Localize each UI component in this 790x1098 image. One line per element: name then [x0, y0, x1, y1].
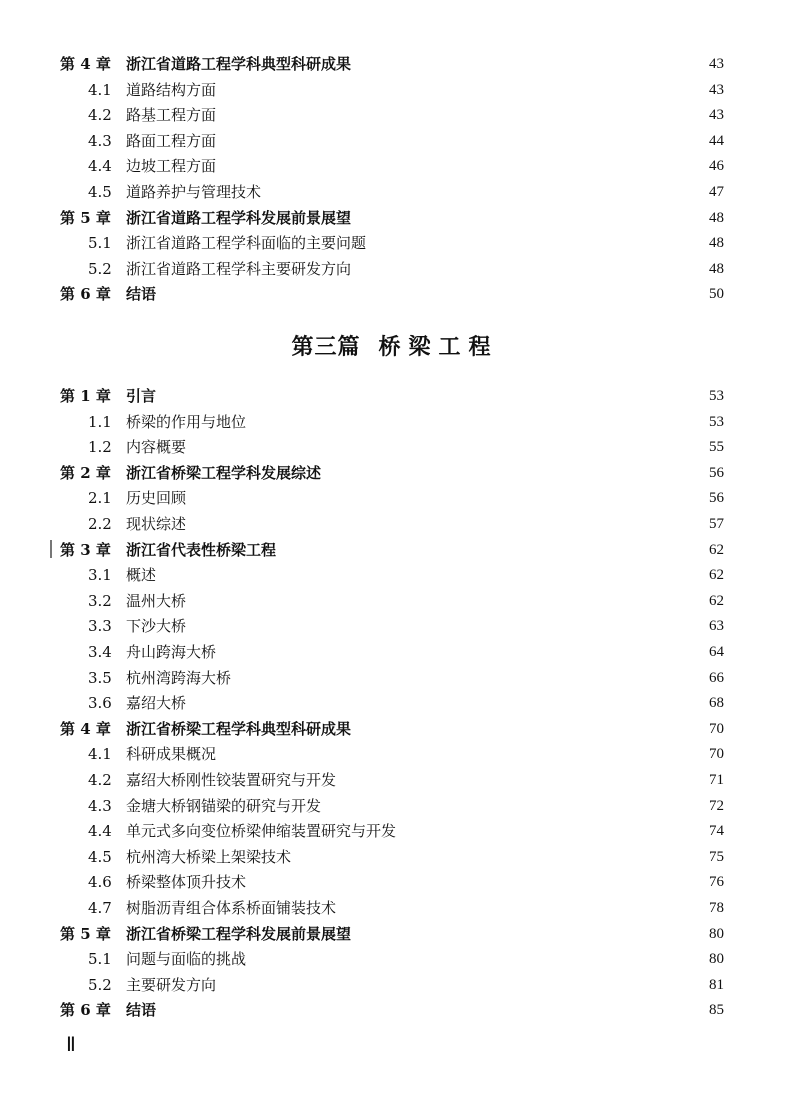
part-name: 桥梁工程 — [378, 334, 499, 360]
toc-leader-dots — [164, 563, 698, 587]
toc-section-row — [60, 666, 724, 690]
toc-leader-dots — [299, 845, 698, 869]
toc-section-row — [60, 78, 724, 102]
toc-entry-page: 80 — [709, 925, 724, 942]
toc-entry-page: 62 — [709, 541, 724, 558]
toc-entry-title: 单元式多向变位桥梁伸缩装置研究与开发 — [126, 822, 397, 841]
toc-entry-number: 3.4 — [88, 643, 112, 661]
toc-leader-dots — [224, 129, 698, 153]
toc-entry-page: 56 — [709, 490, 724, 507]
toc-section-row — [60, 768, 724, 792]
toc-chapter-row — [60, 384, 724, 408]
toc-entry-title: 边坡工程方面 — [126, 157, 217, 176]
toc-chapter-row — [60, 717, 724, 741]
toc-entry-page: 85 — [709, 1002, 724, 1019]
toc-entry-page: 80 — [709, 951, 724, 968]
toc-chapter-row — [60, 206, 724, 230]
toc-entry-page: 44 — [709, 132, 724, 149]
toc-leader-dots — [404, 819, 698, 843]
toc-section-row — [60, 973, 724, 997]
toc-leader-dots — [344, 896, 698, 920]
toc-entry-title: 下沙大桥 — [126, 617, 187, 636]
toc-leader-dots — [164, 282, 698, 306]
toc-entry-number: 4.5 — [88, 183, 112, 201]
toc-section-row — [60, 614, 724, 638]
toc-leader-dots — [329, 794, 698, 818]
toc-entry-number: 4.7 — [88, 899, 112, 917]
toc-section-row — [60, 410, 724, 434]
toc-entry-title: 道路结构方面 — [126, 80, 217, 99]
toc-entry-title: 桥梁的作用与地位 — [126, 412, 247, 431]
toc-chapter-row — [60, 282, 724, 306]
toc-entry-number: 2.2 — [88, 515, 112, 533]
toc-entry-page: 46 — [709, 158, 724, 175]
toc-leader-dots — [359, 717, 698, 741]
toc-entry-page: 75 — [709, 848, 724, 865]
toc-entry-title: 浙江省道路工程学科面临的主要问题 — [126, 234, 367, 253]
toc-leader-dots — [194, 614, 698, 638]
toc-entry-page: 68 — [709, 695, 724, 712]
toc-section-row — [60, 870, 724, 894]
toc-entry-number: 5.2 — [88, 975, 112, 994]
toc-entry-page: 57 — [709, 516, 724, 532]
toc-entry-title: 杭州湾跨海大桥 — [126, 668, 232, 687]
part-prefix: 第三篇 — [291, 334, 361, 360]
toc-entry-page: 48 — [709, 235, 724, 252]
toc-leader-dots — [194, 589, 698, 613]
toc-entry-number: 第 6 章 — [60, 1001, 111, 1020]
toc-entry-page: 76 — [709, 874, 724, 891]
toc-entry-title: 舟山跨海大桥 — [126, 643, 217, 661]
toc-leader-dots — [224, 640, 698, 664]
toc-entry-page: 43 — [709, 107, 724, 124]
scan-mark — [50, 540, 52, 558]
toc-section-row — [60, 691, 724, 715]
toc-leader-dots — [224, 78, 698, 102]
toc-section-row — [60, 486, 724, 510]
toc-leader-dots — [194, 486, 698, 510]
toc-entry-page: 70 — [709, 746, 724, 763]
toc-leader-dots — [344, 768, 698, 792]
toc-leader-dots — [224, 742, 698, 766]
toc-entry-title: 浙江省桥梁工程学科典型科研成果 — [126, 719, 352, 738]
toc-section-row — [60, 154, 724, 178]
toc-leader-dots — [329, 461, 698, 485]
toc-leader-dots — [359, 52, 698, 76]
toc-entry-page: 64 — [709, 644, 724, 660]
toc-entry-page: 53 — [709, 413, 724, 430]
toc-entry-title: 结语 — [126, 285, 157, 304]
toc-section-row — [60, 845, 724, 869]
toc-entry-number: 4.6 — [88, 873, 112, 892]
toc-entry-number: 4.3 — [88, 131, 112, 150]
toc-entry-number: 3.6 — [88, 694, 112, 713]
toc-leader-dots — [164, 998, 698, 1022]
page-number: Ⅱ — [66, 1034, 76, 1056]
toc-entry-page: 47 — [709, 184, 724, 200]
toc-entry-title: 嘉绍大桥刚性铰装置研究与开发 — [126, 771, 337, 789]
toc-leader-dots — [194, 435, 698, 459]
toc-entry-page: 48 — [709, 260, 724, 277]
toc-entry-number: 4.5 — [88, 847, 112, 866]
toc-entry-title: 问题与面临的挑战 — [126, 950, 247, 969]
toc-section-row — [60, 180, 724, 204]
toc-entry-page: 66 — [709, 669, 724, 686]
toc-entry-title: 现状综述 — [126, 515, 187, 533]
toc-leader-dots — [194, 512, 698, 536]
toc-leader-dots — [194, 691, 698, 715]
toc-entry-title: 浙江省道路工程学科主要研发方向 — [126, 259, 352, 278]
toc-entry-page: 72 — [709, 797, 724, 814]
toc-entry-title: 浙江省代表性桥梁工程 — [126, 540, 277, 559]
toc-section-row — [60, 257, 724, 281]
toc-entry-number: 1.1 — [88, 412, 112, 431]
toc-entry-number: 4.2 — [88, 106, 112, 125]
toc-leader-dots — [224, 103, 698, 127]
toc-entry-title: 桥梁整体顶升技术 — [126, 873, 247, 892]
toc-entry-page: 53 — [709, 388, 724, 404]
toc-leader-dots — [374, 231, 698, 255]
toc-leader-dots — [254, 947, 698, 971]
toc-entry-page: 62 — [709, 567, 724, 584]
toc-leader-dots — [254, 870, 698, 894]
part-title — [0, 330, 790, 366]
toc-entry-number: 3.3 — [88, 617, 112, 636]
toc-entry-page: 43 — [709, 56, 724, 72]
toc-leader-dots — [239, 666, 698, 690]
toc-entry-page: 81 — [709, 976, 724, 993]
toc-leader-dots — [254, 410, 698, 434]
toc-entry-title: 嘉绍大桥 — [126, 694, 187, 713]
toc-section-row — [60, 742, 724, 766]
toc-entry-title: 浙江省桥梁工程学科发展综述 — [126, 463, 322, 482]
toc-entry-number: 4.4 — [88, 822, 112, 841]
toc-entry-page: 48 — [709, 209, 724, 226]
toc-entry-number: 2.1 — [88, 489, 112, 508]
toc-entry-number: 4.4 — [88, 157, 112, 176]
toc-entry-title: 温州大桥 — [126, 591, 187, 610]
toc-entry-title: 浙江省桥梁工程学科发展前景展望 — [126, 924, 352, 943]
toc-chapter-row — [60, 998, 724, 1022]
toc-section-row — [60, 103, 724, 127]
toc-entry-title: 科研成果概况 — [126, 745, 217, 764]
toc-entry-page: 56 — [709, 464, 724, 481]
toc-entry-page: 62 — [709, 592, 724, 609]
toc-leader-dots — [269, 180, 698, 204]
toc-chapter-row — [60, 52, 724, 76]
toc-leader-dots — [359, 922, 698, 946]
toc-entry-title: 浙江省道路工程学科发展前景展望 — [126, 208, 352, 227]
toc-entry-number: 4.1 — [88, 80, 112, 99]
toc-entry-number: 第 4 章 — [60, 55, 111, 73]
toc-entry-title: 内容概要 — [126, 438, 187, 457]
toc-section-row — [60, 231, 724, 255]
toc-entry-title: 杭州湾大桥梁上架梁技术 — [126, 847, 292, 866]
toc-entry-number: 4.1 — [88, 745, 112, 764]
toc-entry-title: 概述 — [126, 566, 157, 585]
toc-entry-title: 浙江省道路工程学科典型科研成果 — [126, 55, 352, 73]
toc-entry-title: 历史回顾 — [126, 489, 187, 508]
toc-entry-title: 引言 — [126, 387, 157, 405]
toc-section-row — [60, 435, 724, 459]
toc-entry-number: 5.2 — [88, 259, 112, 278]
toc-entry-page: 78 — [709, 900, 724, 916]
toc-section-row — [60, 947, 724, 971]
toc-entry-page: 63 — [709, 618, 724, 635]
toc-entry-number: 第 4 章 — [60, 719, 111, 738]
toc-entry-number: 第 5 章 — [60, 924, 111, 943]
toc-entry-title: 路面工程方面 — [126, 131, 217, 150]
toc-section-row — [60, 129, 724, 153]
toc-entry-title: 路基工程方面 — [126, 106, 217, 125]
toc-section-row — [60, 819, 724, 843]
toc-leader-dots — [224, 973, 698, 997]
toc-entry-page: 74 — [709, 823, 724, 840]
toc-chapter-row — [60, 461, 724, 485]
toc-leader-dots — [284, 538, 698, 562]
toc-entry-number: 5.1 — [88, 234, 112, 253]
toc-leader-dots — [359, 206, 698, 230]
toc-chapter-row — [60, 922, 724, 946]
toc-entry-number: 3.1 — [88, 566, 112, 585]
toc-entry-number: 第 1 章 — [60, 387, 111, 405]
toc-entry-number: 第 3 章 — [60, 540, 111, 559]
toc-entry-title: 树脂沥青组合体系桥面铺装技术 — [126, 899, 337, 917]
toc-section-row — [60, 896, 724, 920]
toc-chapter-row — [60, 538, 724, 562]
toc-leader-dots — [359, 257, 698, 281]
toc-entry-title: 主要研发方向 — [126, 975, 217, 994]
toc-entry-number: 3.2 — [88, 591, 112, 610]
toc-entry-number: 5.1 — [88, 950, 112, 969]
toc-entry-number: 3.5 — [88, 668, 112, 687]
toc-entry-title: 金塘大桥钢锚梁的研究与开发 — [126, 796, 322, 815]
toc-entry-page: 71 — [709, 772, 724, 788]
toc-entry-number: 第 2 章 — [60, 463, 111, 482]
toc-section-row — [60, 640, 724, 664]
toc-section-row — [60, 589, 724, 613]
toc-leader-dots — [164, 384, 698, 408]
toc-entry-page: 55 — [709, 439, 724, 456]
toc-entry-page: 50 — [709, 286, 724, 303]
toc-entry-title: 道路养护与管理技术 — [126, 183, 262, 201]
toc-leader-dots — [224, 154, 698, 178]
toc-section-row — [60, 794, 724, 818]
toc-entry-page: 43 — [709, 81, 724, 98]
toc-entry-title: 结语 — [126, 1001, 157, 1020]
toc-section-row — [60, 512, 724, 536]
toc-entry-number: 4.3 — [88, 796, 112, 815]
toc-section-row — [60, 563, 724, 587]
toc-entry-number: 第 5 章 — [60, 208, 111, 227]
toc-entry-number: 第 6 章 — [60, 285, 111, 304]
toc-entry-number: 4.2 — [88, 771, 112, 789]
toc-entry-page: 70 — [709, 720, 724, 737]
toc-entry-number: 1.2 — [88, 438, 112, 457]
